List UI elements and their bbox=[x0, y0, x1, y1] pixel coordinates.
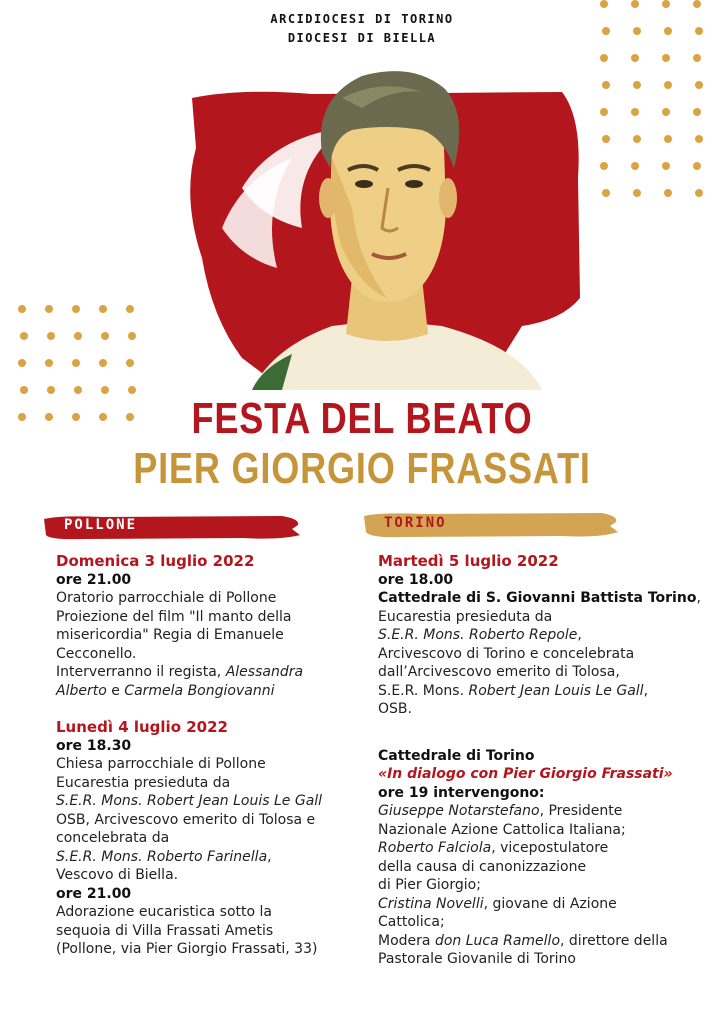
event-text bbox=[56, 848, 356, 867]
decorative-dot bbox=[602, 189, 610, 197]
event-text: sequoia di Villa Frassati Ametis bbox=[56, 922, 274, 939]
decorative-dot bbox=[128, 386, 136, 394]
decorative-dot bbox=[99, 359, 107, 367]
speaker-name: Cristina Novelli bbox=[378, 895, 484, 912]
decorative-dot bbox=[695, 81, 703, 89]
event-date: Domenica 3 luglio 2022 bbox=[56, 552, 255, 570]
text-part: S.E.R. Mons. bbox=[378, 682, 469, 699]
decorative-dot bbox=[631, 108, 639, 116]
decorative-dot bbox=[126, 359, 134, 367]
text-part: Modera bbox=[378, 932, 435, 949]
tab-pollone-label: POLLONE bbox=[64, 517, 138, 533]
decorative-dot bbox=[20, 386, 28, 394]
decorative-dot bbox=[664, 189, 672, 197]
tab-torino bbox=[362, 511, 620, 539]
event-text: (Pollone, via Pier Giorgio Frassati, 33) bbox=[56, 941, 318, 957]
decorative-dot bbox=[101, 386, 109, 394]
celebrant-name: Robert Jean Louis Le Gall bbox=[468, 682, 644, 699]
decorative-dot bbox=[662, 54, 670, 62]
celebrant-name: S.E.R. Mons. Robert Jean Louis Le Gall bbox=[56, 793, 323, 809]
event-text: OSB, Arcivescovo emerito di Tolosa e bbox=[56, 811, 316, 828]
decorative-dot bbox=[45, 413, 53, 421]
event-subtitle: «In dialogo con Pier Giorgio Frassati» bbox=[378, 766, 673, 782]
header-archdiocese: ARCIDIOCESI DI TORINO bbox=[270, 12, 454, 26]
decorative-dot bbox=[45, 359, 53, 367]
event-text: Eucarestia presieduta da bbox=[56, 774, 231, 791]
event-text bbox=[56, 682, 356, 701]
event-time: ore 21.00 bbox=[56, 571, 132, 588]
event-text bbox=[378, 802, 714, 821]
decorative-dot bbox=[664, 81, 672, 89]
decorative-dot bbox=[45, 305, 53, 313]
decorative-dot bbox=[631, 162, 639, 170]
event-time: ore 18.30 bbox=[56, 737, 132, 754]
speaker-name: don Luca Ramello bbox=[434, 932, 561, 949]
celebrant-name: S.E.R. Mons. Roberto Repole bbox=[378, 627, 578, 643]
venue-name: Cattedrale di Torino bbox=[378, 747, 535, 764]
event-text bbox=[378, 839, 714, 858]
event-text: Cattolica; bbox=[378, 914, 445, 930]
decorative-dot bbox=[695, 135, 703, 143]
column-torino bbox=[378, 552, 714, 969]
decorative-dot bbox=[664, 27, 672, 35]
event-text: della causa di canonizzazione bbox=[378, 858, 587, 875]
event-text: Arcivescovo di Torino e concelebrata bbox=[378, 645, 635, 662]
event-time: ore 18.00 bbox=[378, 571, 454, 588]
decorative-dot bbox=[18, 359, 26, 367]
decorative-dot bbox=[633, 81, 641, 89]
decorative-dot bbox=[600, 108, 608, 116]
header-diocese: DIOCESI DI BIELLA bbox=[287, 31, 437, 45]
decorative-dot bbox=[662, 0, 670, 8]
decorative-dot bbox=[600, 54, 608, 62]
decorative-dot bbox=[602, 135, 610, 143]
event-text bbox=[56, 663, 356, 682]
event-text: Chiesa parrocchiale di Pollone bbox=[56, 756, 266, 772]
decorative-dot bbox=[128, 332, 136, 340]
decorative-dot bbox=[600, 0, 608, 8]
decorative-dot bbox=[72, 305, 80, 313]
decorative-dot bbox=[602, 81, 610, 89]
dots-top-right bbox=[600, 0, 720, 215]
event-text bbox=[378, 895, 714, 914]
tab-torino-label: TORINO bbox=[384, 515, 447, 531]
event-text bbox=[378, 932, 714, 951]
speaker-name: Giuseppe Notarstefano bbox=[378, 803, 540, 819]
event-text: Eucarestia presieduta da bbox=[378, 608, 553, 625]
event-text: concelebrata da bbox=[56, 830, 170, 846]
text-part: , bbox=[577, 627, 582, 643]
title-line-1: FESTA DEL BEATO bbox=[191, 394, 533, 443]
decorative-dot bbox=[693, 54, 701, 62]
decorative-dot bbox=[99, 305, 107, 313]
text-part: , bbox=[267, 848, 272, 865]
event-text bbox=[56, 792, 356, 811]
text-part: , giovane di Azione bbox=[483, 895, 617, 912]
decorative-dot bbox=[74, 386, 82, 394]
decorative-dot bbox=[693, 108, 701, 116]
title-line-2: PIER GIORGIO FRASSATI bbox=[133, 444, 591, 493]
decorative-dot bbox=[693, 0, 701, 8]
event-text: Nazionale Azione Cattolica Italiana; bbox=[378, 821, 626, 838]
decorative-dot bbox=[101, 332, 109, 340]
decorative-dot bbox=[693, 162, 701, 170]
portrait-illustration bbox=[182, 58, 584, 390]
event-text: Proiezione del film "Il manto della bbox=[56, 608, 292, 625]
event-time: ore 21.00 bbox=[56, 885, 132, 902]
decorative-dot bbox=[74, 332, 82, 340]
event-time: ore 19 intervengono: bbox=[378, 784, 545, 801]
speaker-name: Roberto Falciola bbox=[378, 840, 492, 856]
event-text: dall’Arcivescovo emerito di Tolosa, bbox=[378, 664, 620, 680]
guest-name: Alessandra bbox=[225, 664, 304, 680]
decorative-dot bbox=[633, 27, 641, 35]
text-part: , bbox=[696, 590, 701, 606]
event-text: Adorazione eucaristica sotto la bbox=[56, 904, 272, 920]
decorative-dot bbox=[633, 135, 641, 143]
decorative-dot bbox=[662, 108, 670, 116]
guest-name: Alberto bbox=[56, 682, 107, 699]
celebrant-name: S.E.R. Mons. Roberto Farinella bbox=[56, 848, 268, 865]
text-part: e bbox=[106, 682, 125, 699]
decorative-dot bbox=[126, 305, 134, 313]
decorative-dot bbox=[662, 162, 670, 170]
decorative-dot bbox=[631, 0, 639, 8]
event-text bbox=[378, 589, 714, 608]
text-part: , vicepostulatore bbox=[491, 840, 609, 856]
decorative-dot bbox=[664, 135, 672, 143]
decorative-dot bbox=[47, 332, 55, 340]
decorative-dot bbox=[631, 54, 639, 62]
decorative-dot bbox=[20, 332, 28, 340]
event-text bbox=[378, 682, 714, 701]
event-text: Vescovo di Biella. bbox=[56, 867, 179, 883]
decorative-dot bbox=[695, 27, 703, 35]
decorative-dot bbox=[18, 305, 26, 313]
event-text: Pastorale Giovanile di Torino bbox=[378, 951, 576, 967]
event-text: di Pier Giorgio; bbox=[378, 877, 481, 893]
decorative-dot bbox=[602, 27, 610, 35]
text-part: , bbox=[643, 682, 649, 699]
event-date: Martedì 5 luglio 2022 bbox=[378, 552, 559, 570]
event-text bbox=[378, 626, 714, 645]
decorative-dot bbox=[47, 386, 55, 394]
text-part: , Presidente bbox=[539, 803, 623, 819]
text-part: , direttore della bbox=[560, 932, 668, 949]
venue-name: Cattedrale di S. Giovanni Battista Torino bbox=[378, 590, 697, 606]
tab-pollone bbox=[42, 513, 302, 541]
text-part: Interverranno il regista, bbox=[56, 664, 226, 680]
event-text: Cecconello. bbox=[56, 645, 137, 662]
decorative-dot bbox=[72, 359, 80, 367]
event-text: misericordia" Regia di Emanuele bbox=[56, 627, 284, 643]
event-date: Lunedì 4 luglio 2022 bbox=[56, 718, 228, 736]
event-text: OSB. bbox=[378, 701, 412, 717]
column-pollone bbox=[56, 552, 356, 959]
decorative-dot bbox=[600, 162, 608, 170]
decorative-dot bbox=[695, 189, 703, 197]
event-text: Oratorio parrocchiale di Pollone bbox=[56, 590, 277, 606]
guest-name: Carmela Bongiovanni bbox=[124, 682, 275, 699]
decorative-dot bbox=[633, 189, 641, 197]
decorative-dot bbox=[18, 413, 26, 421]
